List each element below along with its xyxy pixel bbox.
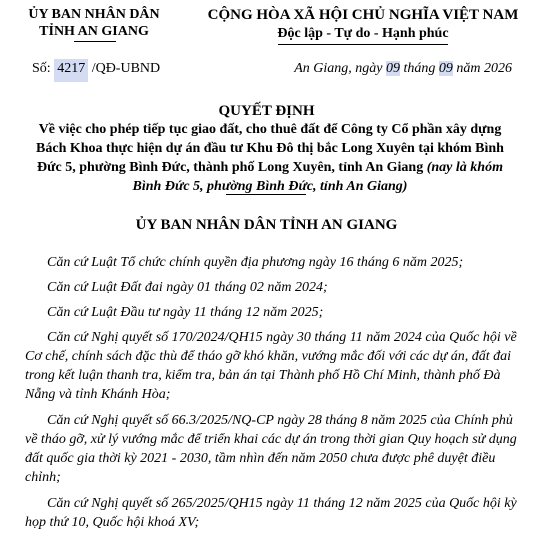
document-subject <box>28 120 512 196</box>
issuing-authority: ỦY BAN NHÂN DÂN TỈNH AN GIANG <box>135 217 398 233</box>
subject-note: (nay là khóm Bình Đức 5, phường Bình Đức, tỉnh An Giang) <box>132 160 503 194</box>
legal-basis-item: Căn cứ Nghị quyết số 265/2025/QH15 ngày 11 tháng 12 năm 2025 của Quốc hội kỳ họp thứ 10, Quốc hội khoá XV; <box>25 496 517 530</box>
legal-basis-item: Căn cứ Nghị quyết số 66.3/2025/NQ-CP ngày 28 tháng 8 năm 2025 của Chính phủ về tháo gỡ, xử lý vướng mắc để triển khai các dự án trong thời gian Quy hoạch sử dụng đất quốc gia thời kỳ 2021 - 2030, tầm nhìn đến năm 2050 chưa được phê duyệt điều chỉnh; <box>25 413 517 485</box>
doc-number-suffix: /QĐ-UBND <box>88 61 161 76</box>
date-day: 09 <box>385 61 400 76</box>
org-underline <box>74 41 116 42</box>
document-title: QUYẾT ĐỊNH <box>218 103 315 119</box>
issuing-org-line2: TỈNH AN GIANG <box>39 24 149 39</box>
doc-number-prefix: Số: <box>32 61 55 76</box>
issuing-org-line1: ỦY BAN NHÂN DÂN <box>28 7 160 22</box>
nation-title: CỘNG HÒA XÃ HỘI CHỦ NGHĨA VIỆT NAM <box>207 7 519 23</box>
national-motto: Độc lập - Tự do - Hạnh phúc <box>277 26 449 41</box>
document-number <box>32 60 160 78</box>
place-date <box>294 60 512 78</box>
date-month-word: tháng <box>399 61 439 76</box>
date-year: năm 2026 <box>452 61 512 76</box>
legal-basis-item: Căn cứ Luật Tổ chức chính quyền địa phương ngày 16 tháng 6 năm 2025; <box>47 255 464 270</box>
date-month: 09 <box>438 61 453 76</box>
motto-underline <box>278 44 448 45</box>
subject-underline <box>226 194 306 195</box>
subject-main: Về việc cho phép tiếp tục giao đất, cho thuê đất để Công ty Cổ phần xây dựng Bách Khoa thực hiện dự án đầu tư Khu Đô thị bắc Long Xuyên tại khóm Bình Đức 5, phường Bình Đức, thành phố Long Xuyên, tỉnh An Giang <box>36 122 504 175</box>
legal-basis-item: Căn cứ Nghị quyết số 170/2024/QH15 ngày 30 tháng 11 năm 2024 của Quốc hội về Cơ chế, chính sách đặc thù để tháo gỡ khó khăn, vướng mắc đối với các dự án, đất đai trong kết luận thanh tra, kiểm tra, bản án tại Thành phố Hồ Chí Minh, thành phố Đà Nẵng và tỉnh Khánh Hòa; <box>25 330 517 402</box>
date-place: An Giang, ngày <box>294 61 386 76</box>
legal-basis-item: Căn cứ Luật Đầu tư ngày 11 tháng 12 năm 2025; <box>47 305 324 320</box>
doc-number-value: 4217 <box>54 59 88 82</box>
legal-basis-item: Căn cứ Luật Đất đai ngày 01 tháng 02 năm 2024; <box>47 280 328 295</box>
